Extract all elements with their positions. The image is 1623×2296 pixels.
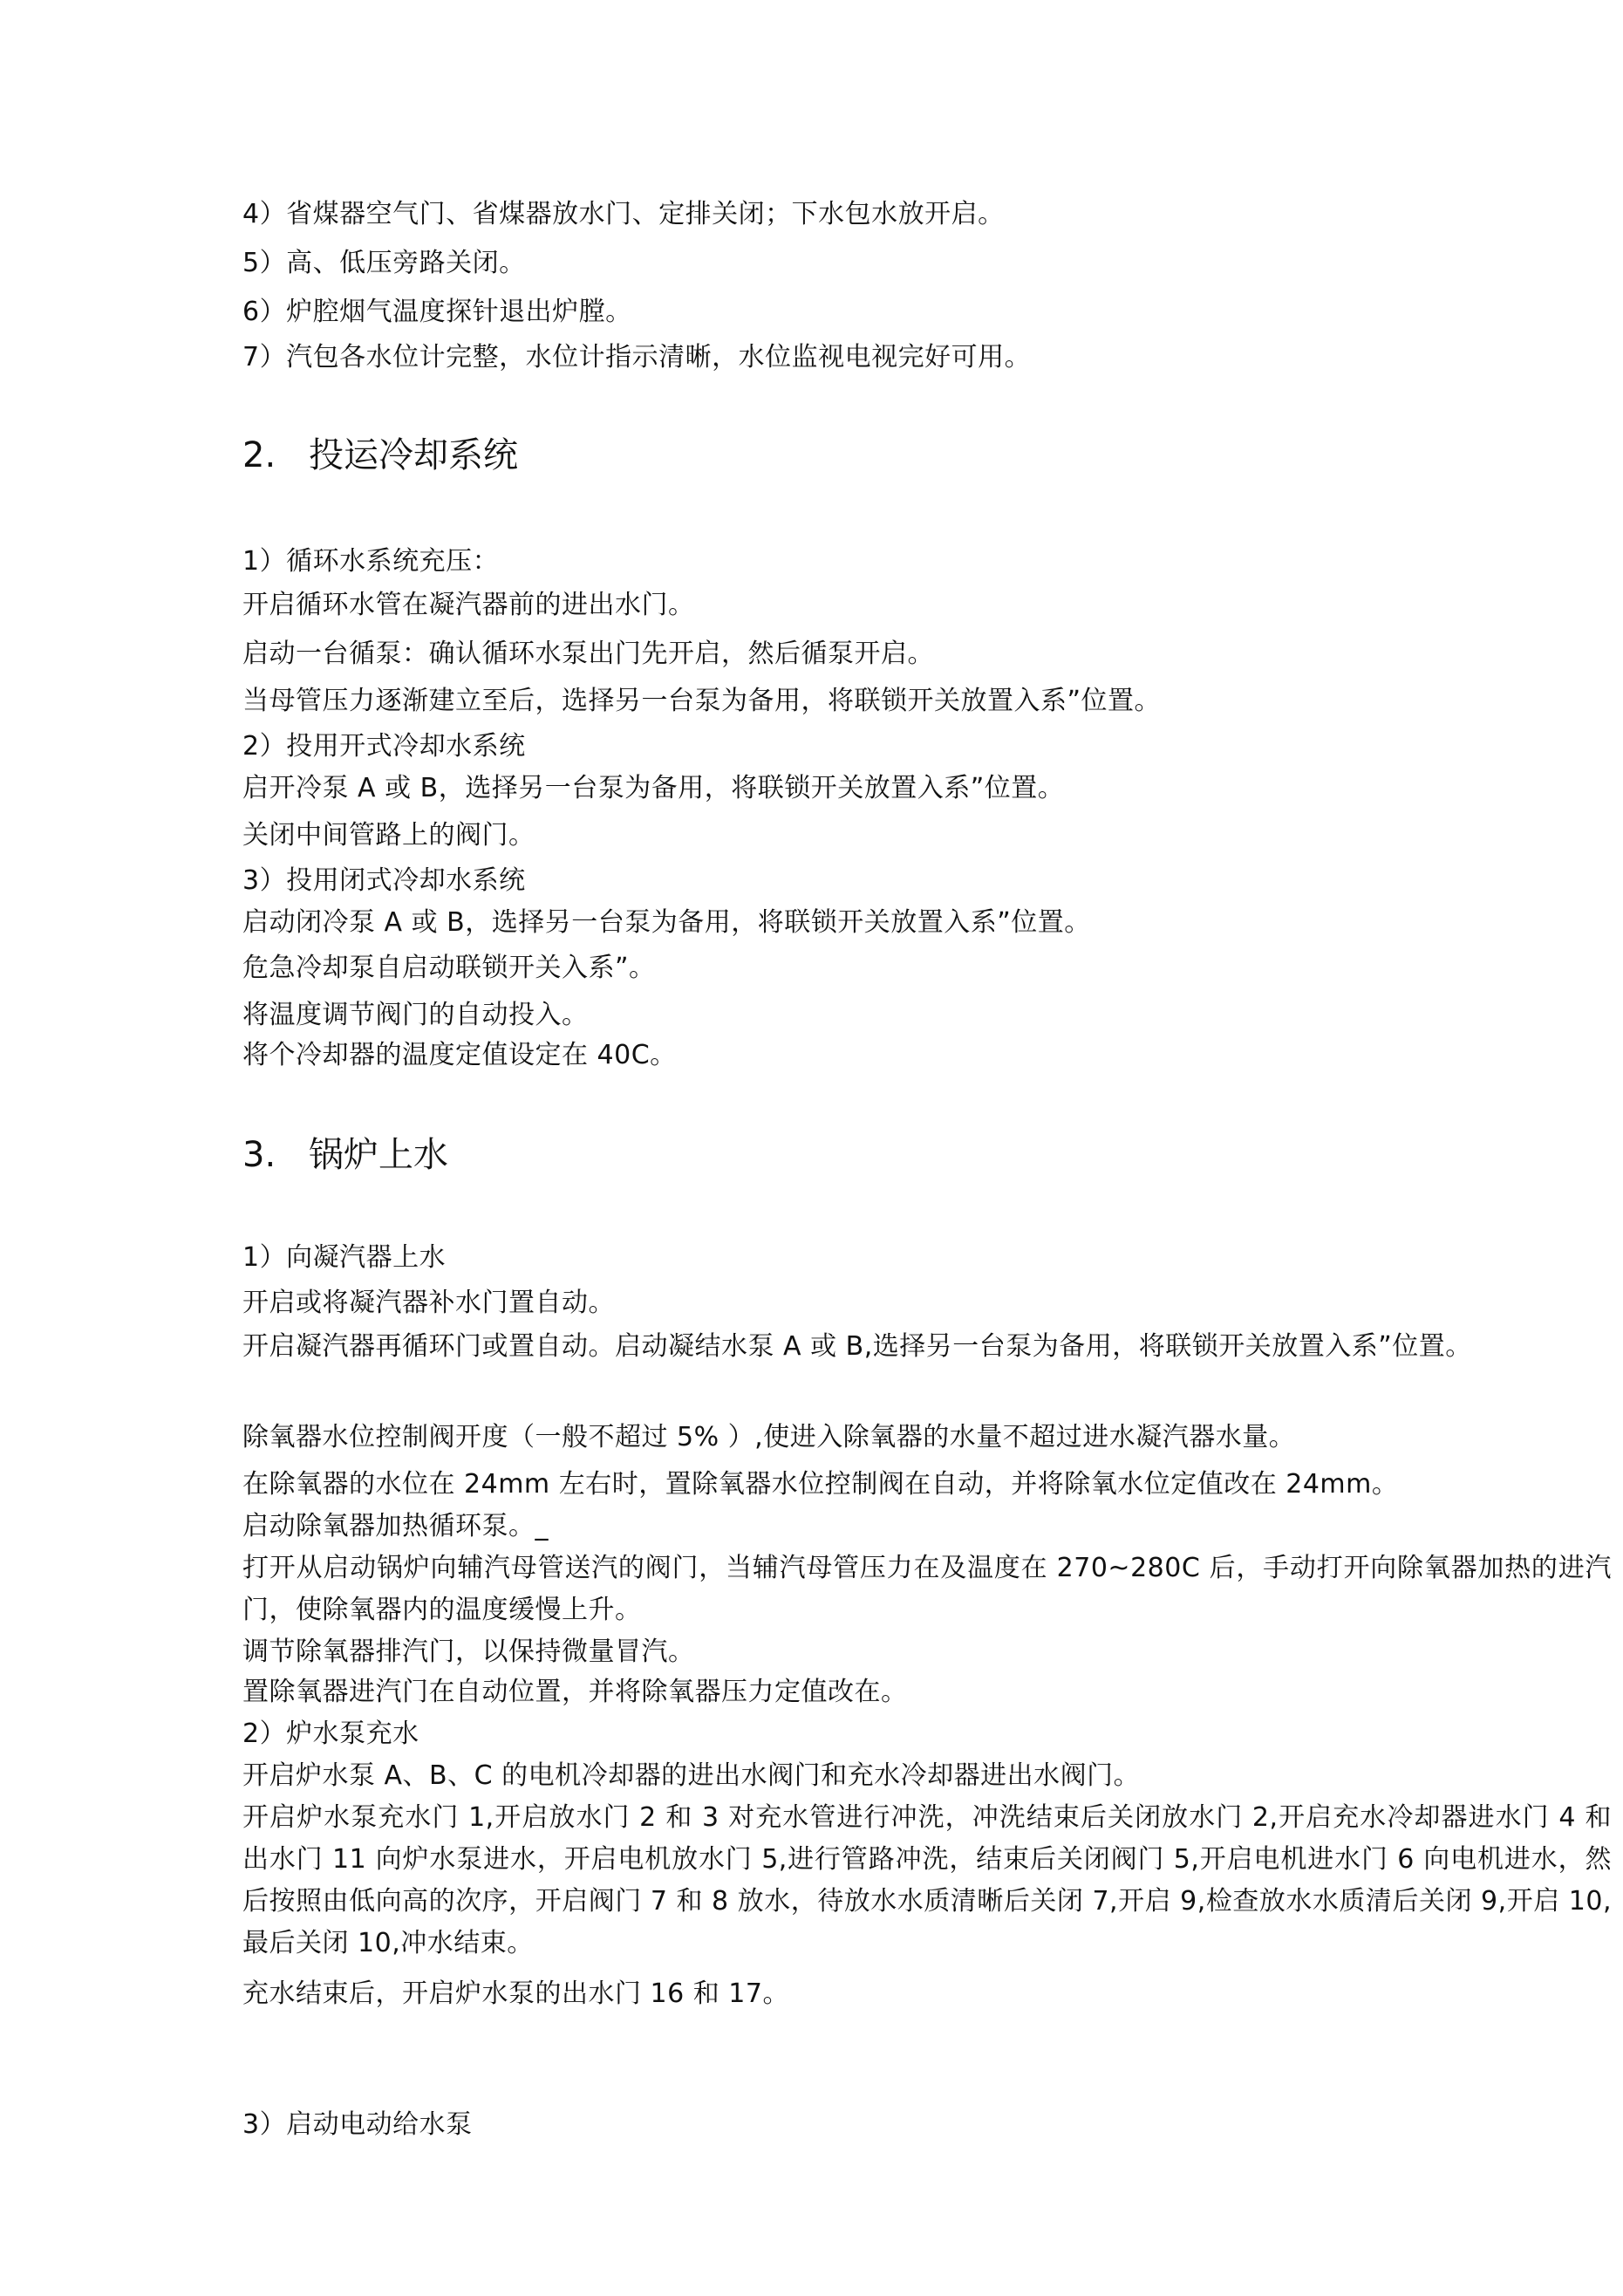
s2-line-11: 将温度调节阀门的自动投入。 — [242, 1000, 589, 1030]
s3-line-2: 开启或将凝汽器补水门置自动。 — [242, 1288, 615, 1318]
section-2-title: 投运冷却系统 — [309, 435, 518, 475]
section-3-number: 3. — [242, 1135, 276, 1175]
s2-line-10: 危急冷却泵自启动联锁开关入系”。 — [242, 953, 656, 983]
section-2-heading — [242, 433, 518, 478]
s2-line-12: 将个冷却器的温度定值设定在 40C。 — [242, 1040, 677, 1070]
intro-item-7: 7）汽包各水位计完整，水位计指示清晰，水位监视电视完好可用。 — [242, 342, 1032, 372]
section-2-number: 2. — [242, 435, 276, 475]
s2-line-3: 启动一台循泵：确认循环水泵出门先开启，然后循泵开启。 — [242, 639, 934, 669]
s3-paragraph-1: 开启凝汽器再循环门或置自动。启动凝结水泵 A 或 B,选择另一台泵为备用，将联锁开关放置入系”位置。 — [242, 1331, 1472, 1362]
s2-line-6: 启开冷泵 A 或 B，选择另一台泵为备用，将联锁开关放置入系”位置。 — [242, 773, 1065, 803]
s2-line-1: 1）循环水系统充压： — [242, 546, 500, 577]
section-3-heading — [242, 1132, 448, 1178]
intro-item-5: 5）高、低压旁路关闭。 — [242, 248, 526, 278]
s3-line-4: 在除氧器的水位在 24mm 左右时，置除氧器水位控制阀在自动，并将除氧水位定值改在 24mm。 — [242, 1469, 1399, 1500]
s3-paragraph-3: 开启炉水泵充水门 1,开启放水门 2 和 3 对充水管进行冲洗，冲洗结束后关闭放水门 2,开启充水冷却器进水门 4 和出水门 11 向炉水泵进水，开启电机放水门 5,进行管路冲洗，结束后关闭阀门 5,开启电机进水门 6 向电机进水，然后按照由低向高的次序，开启阀门 7 和 8 放水，待放水水质清晰后关闭 7,开启 9,检查放水水质清后关闭 9,开启 10,最后关闭 10,冲水结束。 — [242, 1802, 1612, 1958]
s3-line-3: 除氧器水位控制阀开度（一般不超过 5% ）,使进入除氧器的水量不超过进水凝汽器水量。 — [242, 1422, 1296, 1452]
s3-line-7: 置除氧器进汽门在自动位置，并将除氧器压力定值改在。 — [242, 1677, 908, 1707]
s2-line-4: 当母管压力逐渐建立至后，选择另一台泵为备用，将联锁开关放置入系”位置。 — [242, 686, 1162, 716]
s3-line-8: 2）炉水泵充水 — [242, 1719, 419, 1749]
s2-line-7: 关闭中间管路上的阀门。 — [242, 820, 535, 851]
intro-item-6: 6）炉腔烟气温度探针退出炉膛。 — [242, 297, 632, 327]
s3-line-9: 开启炉水泵 A、B、C 的电机冷却器的进出水阀门和充水冷却器进出水阀门。 — [242, 1760, 1141, 1791]
s3-line-5: 启动除氧器加热循环泵。_ — [242, 1511, 549, 1541]
s3-line-10: 充水结束后，开启炉水泵的出水门 16 和 17。 — [242, 1978, 789, 2009]
s3-line-1: 1）向凝汽器上水 — [242, 1242, 447, 1273]
section-3-title: 锅炉上水 — [309, 1135, 448, 1175]
s2-line-2: 开启循环水管在凝汽器前的进出水门。 — [242, 590, 695, 620]
s2-line-8: 3）投用闭式冷却水系统 — [242, 865, 526, 896]
s3-line-6: 调节除氧器排汽门，以保持微量冒汽。 — [242, 1637, 695, 1667]
intro-item-4: 4）省煤器空气门、省煤器放水门、定排关闭；下水包水放开启。 — [242, 199, 1005, 229]
s3-line-11: 3）启动电动给水泵 — [242, 2109, 473, 2140]
s2-line-5: 2）投用开式冷却水系统 — [242, 731, 526, 762]
s2-line-9: 启动闭冷泵 A 或 B，选择另一台泵为备用，将联锁开关放置入系”位置。 — [242, 907, 1091, 938]
s3-paragraph-2: 打开从启动锅炉向辅汽母管送汽的阀门，当辅汽母管压力在及温度在 270~280C 后，手动打开向除氧器加热的进汽门，使除氧器内的温度缓慢上升。 — [242, 1553, 1612, 1625]
